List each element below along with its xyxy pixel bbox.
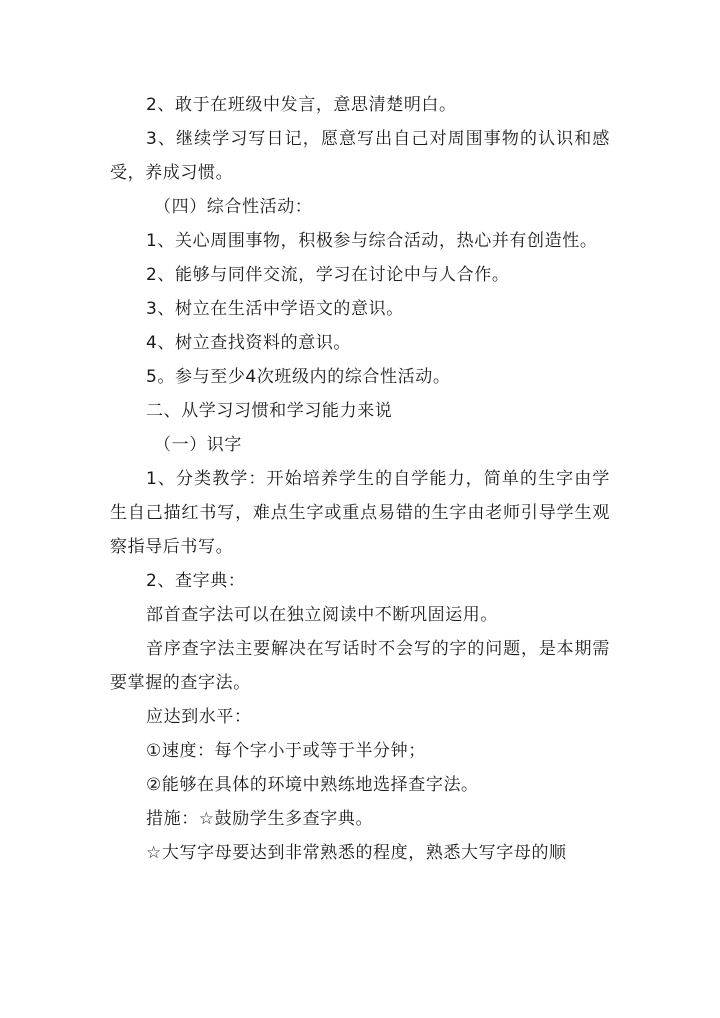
paragraph: 2、敢于在班级中发言，意思清楚明白。 xyxy=(146,95,457,115)
paragraph: 音序查字法主要解决在写话时不会写的字的问题，是本期需要掌握的查字法。 xyxy=(110,639,610,693)
paragraph: 3、继续学习写日记，愿意写出自己对周围事物的认识和感受，养成习惯。 xyxy=(110,129,610,183)
paragraph: 应达到水平： xyxy=(146,707,252,727)
section-heading: 二、从学习习惯和学习能力来说 xyxy=(146,401,393,421)
paragraph: ②能够在具体的环境中熟练地选择查字法。 xyxy=(146,775,479,795)
paragraph: 1、关心周围事物，积极参与综合活动，热心并有创造性。 xyxy=(146,231,598,251)
section-heading: （四）综合性活动： xyxy=(154,197,313,217)
paragraph: 5。参与至少4次班级内的综合性活动。 xyxy=(146,367,451,387)
paragraph: 部首查字法可以在独立阅读中不断巩固运用。 xyxy=(146,605,498,625)
paragraph: 2、能够与同伴交流，学习在讨论中与人合作。 xyxy=(146,265,510,285)
paragraph: 4、树立查找资料的意识。 xyxy=(146,333,352,353)
subsection-heading: （一）识字 xyxy=(154,435,242,455)
paragraph: 3、树立在生活中学语文的意识。 xyxy=(146,299,404,319)
paragraph: 措施：☆鼓励学生多查字典。 xyxy=(146,809,374,829)
paragraph: 2、查字典： xyxy=(146,571,246,591)
paragraph: ☆大写字母要达到非常熟悉的程度，熟悉大写字母的顺 xyxy=(146,843,567,863)
document-body xyxy=(110,88,610,870)
paragraph: ①速度：每个字小于或等于半分钟； xyxy=(146,741,426,761)
paragraph: 1、分类教学：开始培养学生的自学能力，简单的生字由学生自己描红书写，难点生字或重点易错的生字由老师引导学生观察指导后书写。 xyxy=(110,469,610,557)
